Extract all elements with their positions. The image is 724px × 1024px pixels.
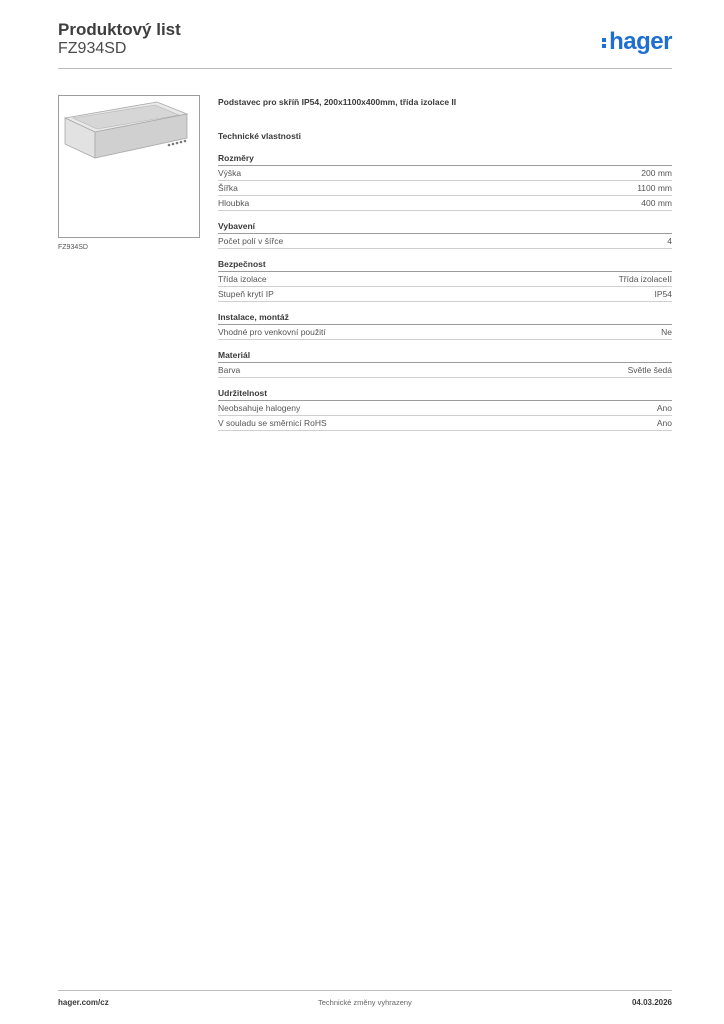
row-label: Třída izolace [218, 274, 267, 284]
table-row [218, 272, 672, 287]
row-label: Počet polí v šířce [218, 236, 284, 246]
table-row [218, 181, 672, 196]
hager-logo [602, 28, 672, 56]
section-title: Instalace, montáž [218, 310, 672, 325]
section-udrzitelnost [218, 386, 672, 431]
section-title: Bezpečnost [218, 257, 672, 272]
footer-website-link[interactable]: hager.com/cz [58, 998, 109, 1007]
table-row [218, 166, 672, 181]
section-title: Rozměry [218, 151, 672, 166]
row-value: 200 mm [641, 168, 672, 178]
row-value: Světle šedá [627, 365, 672, 375]
row-label: V souladu se směrnicí RoHS [218, 418, 327, 428]
table-row [218, 363, 672, 378]
section-rozmery [218, 151, 672, 211]
image-caption: FZ934SD [58, 244, 88, 251]
footer-divider [58, 990, 672, 991]
row-label: Barva [218, 365, 241, 375]
logo-text: hager [609, 28, 672, 55]
section-bezpecnost [218, 257, 672, 302]
section-title: Vybavení [218, 219, 672, 234]
table-row [218, 287, 672, 302]
section-instalace [218, 310, 672, 340]
row-label: Vhodné pro venkovní použití [218, 327, 326, 337]
logo-dots-icon [602, 36, 607, 50]
table-row [218, 325, 672, 340]
row-value: Ne [661, 327, 672, 337]
header-divider [58, 68, 672, 69]
plinth-illustration [59, 96, 199, 237]
row-value: Ano [656, 403, 672, 413]
row-label: Výška [218, 168, 242, 178]
row-label: Šířka [218, 183, 238, 193]
product-code: FZ934SD [58, 40, 127, 57]
product-image [58, 95, 200, 238]
page-title: Produktový list [58, 20, 181, 39]
row-label: Hloubka [218, 198, 250, 208]
row-value: IP54 [654, 289, 672, 299]
row-value: 4 [667, 236, 672, 246]
tech-properties-heading: Technické vlastnosti [218, 131, 301, 141]
row-label: Stupeň krytí IP [218, 289, 274, 299]
section-material [218, 348, 672, 378]
product-description: Podstavec pro skříň IP54, 200x1100x400mm, třída izolace II [218, 97, 457, 107]
product-details [218, 95, 672, 431]
row-value: 400 mm [641, 198, 672, 208]
row-value: Třída izolaceII [618, 274, 672, 284]
footer-note: Technické změny vyhrazeny [318, 998, 412, 1007]
row-label: Neobsahuje halogeny [218, 403, 301, 413]
table-row [218, 196, 672, 211]
table-row [218, 416, 672, 431]
section-title: Udržitelnost [218, 386, 672, 401]
section-title: Materiál [218, 348, 672, 363]
row-value: Ano [656, 418, 672, 428]
section-vybaveni [218, 219, 672, 249]
table-row [218, 234, 672, 249]
footer-date: 04.03.2026 [631, 998, 672, 1007]
row-value: 1100 mm [637, 183, 672, 193]
table-row [218, 401, 672, 416]
